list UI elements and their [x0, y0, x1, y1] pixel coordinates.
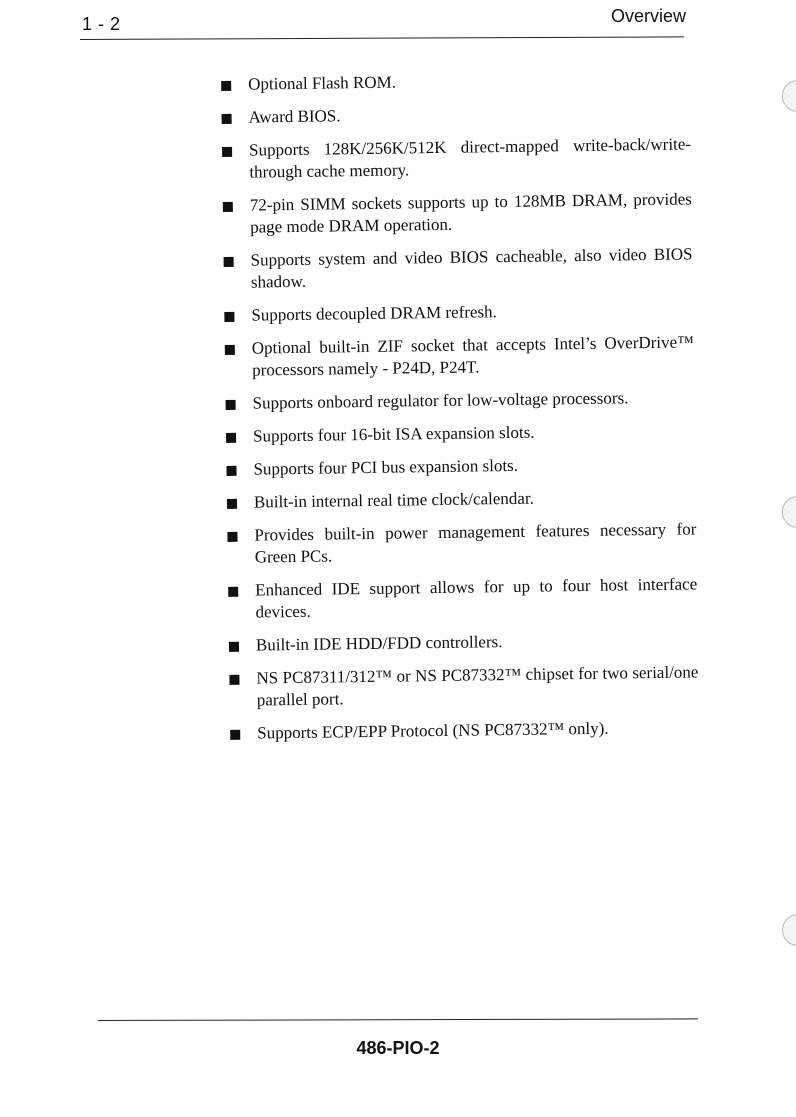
feature-text: Supports 128K/256K/512K direct-mapped write-back/write-through cache memory. — [248, 134, 692, 182]
square-bullet-icon — [221, 81, 231, 91]
feature-text: Supports decoupled DRAM refresh. — [251, 302, 497, 325]
feature-list — [220, 67, 699, 755]
feature-item — [228, 661, 699, 712]
square-bullet-icon — [222, 147, 232, 157]
feature-text: NS PC87311/312™ or NS PC87332™ chipset for two serial/one parallel port. — [256, 662, 699, 710]
feature-text: Enhanced IDE support allows for up to four host interface devices. — [255, 574, 698, 622]
feature-item — [220, 67, 690, 96]
feature-item — [226, 518, 697, 569]
page-number: 1 - 2 — [82, 14, 121, 34]
square-bullet-icon — [229, 675, 239, 685]
feature-item — [222, 188, 693, 239]
feature-item — [220, 100, 690, 129]
square-bullet-icon — [230, 730, 240, 740]
feature-text: Provides built-in power management features necessary for Green PCs. — [254, 519, 697, 567]
square-bullet-icon — [227, 499, 237, 509]
square-bullet-icon — [226, 433, 236, 443]
feature-item — [224, 331, 695, 382]
feature-item — [221, 133, 692, 184]
feature-item — [226, 485, 696, 514]
feature-text: Award BIOS. — [248, 106, 341, 127]
feature-item — [225, 452, 695, 481]
feature-item — [224, 386, 694, 415]
feature-item — [225, 419, 695, 448]
feature-text: 72-pin SIMM sockets supports up to 128MB DRAM, provides page mode DRAM operation. — [249, 189, 692, 237]
footer-rule — [98, 1018, 698, 1021]
binder-hole — [782, 496, 796, 528]
binder-hole — [782, 914, 796, 946]
feature-text: Optional Flash ROM. — [248, 72, 397, 94]
feature-item — [229, 716, 699, 745]
square-bullet-icon — [229, 642, 239, 652]
feature-text: Supports onboard regulator for low-voltage processors. — [252, 388, 629, 413]
square-bullet-icon — [224, 312, 234, 322]
feature-item — [223, 298, 693, 327]
feature-text: Supports four 16-bit ISA expansion slots. — [252, 422, 535, 446]
feature-item — [222, 243, 693, 294]
square-bullet-icon — [226, 466, 236, 476]
square-bullet-icon — [227, 532, 237, 542]
feature-item — [227, 573, 698, 624]
feature-text: Supports system and video BIOS cacheable, also video BIOS shadow. — [250, 244, 693, 292]
square-bullet-icon — [226, 400, 236, 410]
footer-model: 486-PIO-2 — [356, 1038, 440, 1058]
feature-text: Supports ECP/EPP Protocol (NS PC87332™ only). — [257, 718, 609, 743]
feature-text: Optional built-in ZIF socket that accepts Intel’s OverDrive™ processors namely - P24D, P24T. — [251, 332, 694, 380]
square-bullet-icon — [224, 257, 234, 267]
feature-item — [228, 628, 698, 657]
feature-text: Supports four PCI bus expansion slots. — [253, 455, 519, 479]
square-bullet-icon — [228, 587, 238, 597]
section-title: Overview — [610, 6, 686, 26]
binder-hole — [782, 80, 796, 112]
square-bullet-icon — [222, 114, 232, 124]
header-rule — [80, 36, 684, 40]
feature-text: Built-in IDE HDD/FDD controllers. — [255, 632, 503, 655]
feature-text: Built-in internal real time clock/calendar. — [253, 488, 535, 512]
square-bullet-icon — [223, 202, 233, 212]
square-bullet-icon — [225, 345, 235, 355]
